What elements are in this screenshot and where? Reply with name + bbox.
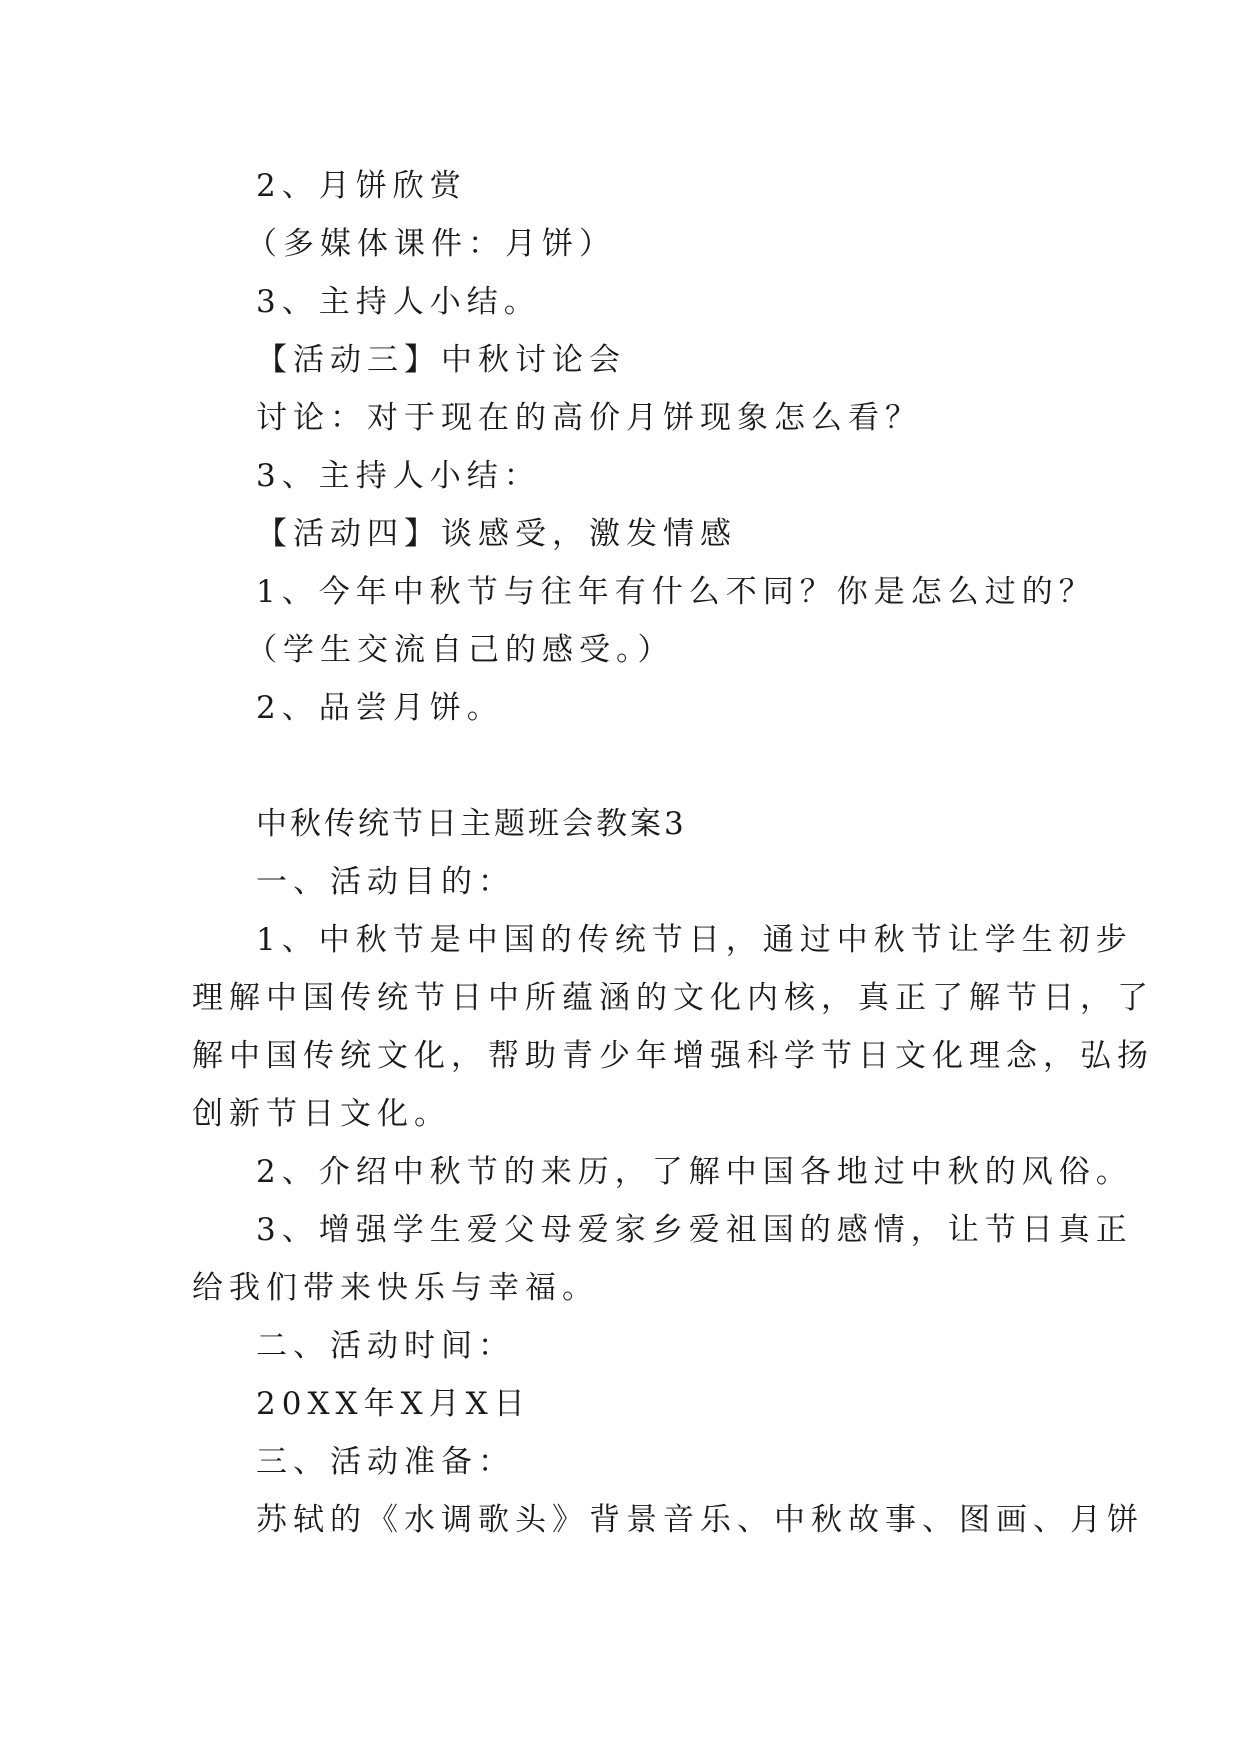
text-line-purpose-1c: 解中国传统文化，帮助青少年增强科学节日文化理念，弘扬 xyxy=(192,1038,1154,1074)
text-line-student-exchange: （学生交流自己的感受。） xyxy=(246,632,675,668)
text-line-host-summary-1: 3、主持人小结。 xyxy=(256,284,541,320)
text-line-purpose-1d: 创新节日文化。 xyxy=(192,1096,451,1132)
text-line-moon-cake-appreciation: 2、月饼欣赏 xyxy=(256,168,467,204)
text-line-question: 1、今年中秋节与往年有什么不同？你是怎么过的？ xyxy=(256,574,1096,610)
text-line-activity-three: 【活动三】中秋讨论会 xyxy=(256,342,626,378)
text-line-purpose-1a: 1、中秋节是中国的传统节日，通过中秋节让学生初步 xyxy=(256,922,1133,958)
text-line-preparation-heading: 三、活动准备： xyxy=(256,1444,515,1480)
text-line-time-heading: 二、活动时间： xyxy=(256,1328,515,1364)
text-line-date: 20XX年X月X日 xyxy=(256,1386,531,1422)
text-line-purpose-heading: 一、活动目的： xyxy=(256,864,515,900)
text-line-purpose-2: 2、介绍中秋节的来历，了解中国各地过中秋的风俗。 xyxy=(256,1154,1133,1190)
text-line-preparation-items: 苏轼的《水调歌头》背景音乐、中秋故事、图画、月饼 xyxy=(256,1502,1144,1538)
text-line-activity-four: 【活动四】谈感受，激发情感 xyxy=(256,516,737,552)
text-line-purpose-3a: 3、增强学生爱父母爱家乡爱祖国的感情，让节日真正 xyxy=(256,1212,1133,1248)
text-line-purpose-3b: 给我们带来快乐与幸福。 xyxy=(192,1270,599,1306)
text-line-taste-moon-cake: 2、品尝月饼。 xyxy=(256,690,504,726)
text-line-purpose-1b: 理解中国传统节日中所蕴涵的文化内核，真正了解节日，了 xyxy=(192,980,1154,1016)
text-line-discussion: 讨论：对于现在的高价月饼现象怎么看？ xyxy=(256,400,922,436)
section-title: 中秋传统节日主题班会教案3 xyxy=(256,806,687,842)
text-line-multimedia-note: （多媒体课件：月饼） xyxy=(246,226,616,262)
text-line-host-summary-2: 3、主持人小结： xyxy=(256,458,541,494)
